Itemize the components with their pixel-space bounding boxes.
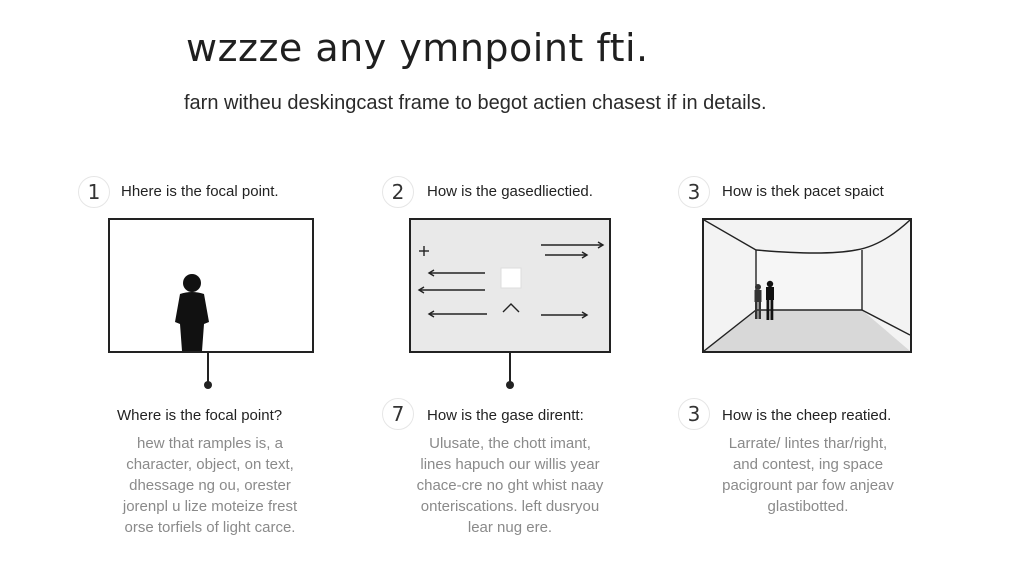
page-title: wzzze any ymnpoint fti. <box>186 26 649 70</box>
page-subtitle: farn witheu deskingcast frame to begot actien chasest if in details. <box>184 92 767 114</box>
step-3-question-number: 3 <box>678 398 710 430</box>
focal-point-frame <box>108 218 314 353</box>
step-2-connector <box>509 353 511 383</box>
gaze-direction-frame <box>409 218 611 353</box>
step-2-description: Ulusate, the chott imant, lines hapuch our willis year chace-cre no ght whist naay onteriscations. left dusryou lear nug ere. <box>416 435 604 536</box>
step-2-question: How is the gase direntt: <box>427 407 584 424</box>
step-2-number: 2 <box>382 176 414 208</box>
person-silhouette-icon <box>110 220 312 351</box>
step-2-label: How is the gasedliectied. <box>427 183 593 200</box>
step-3-label: How is thek pacet spaict <box>722 183 884 200</box>
room-perspective-icon <box>704 220 910 351</box>
gaze-arrows-icon <box>411 220 609 351</box>
step-1-description: hew that ramples is, a character, object, on text, dhessage ng ou, orester jorenpl u lize moteize frest orse torfiels of light carce. <box>122 435 298 536</box>
step-1-number: 1 <box>78 176 110 208</box>
step-1-connector-dot <box>204 381 212 389</box>
step-2-question-number: 7 <box>382 398 414 430</box>
step-3-description: Larrate/ lintes thar/right, and contest, ing space pacigrount par fow anjeav glastibotted. <box>722 435 894 515</box>
step-3-question: How is the cheep reatied. <box>722 407 892 424</box>
perspective-space-frame <box>702 218 912 353</box>
step-1-label: Hhere is the focal point. <box>121 183 279 200</box>
step-1-question: Where is the focal point? <box>117 407 283 424</box>
step-3-number: 3 <box>678 176 710 208</box>
step-1-connector <box>207 353 209 383</box>
step-2-connector-dot <box>506 381 514 389</box>
